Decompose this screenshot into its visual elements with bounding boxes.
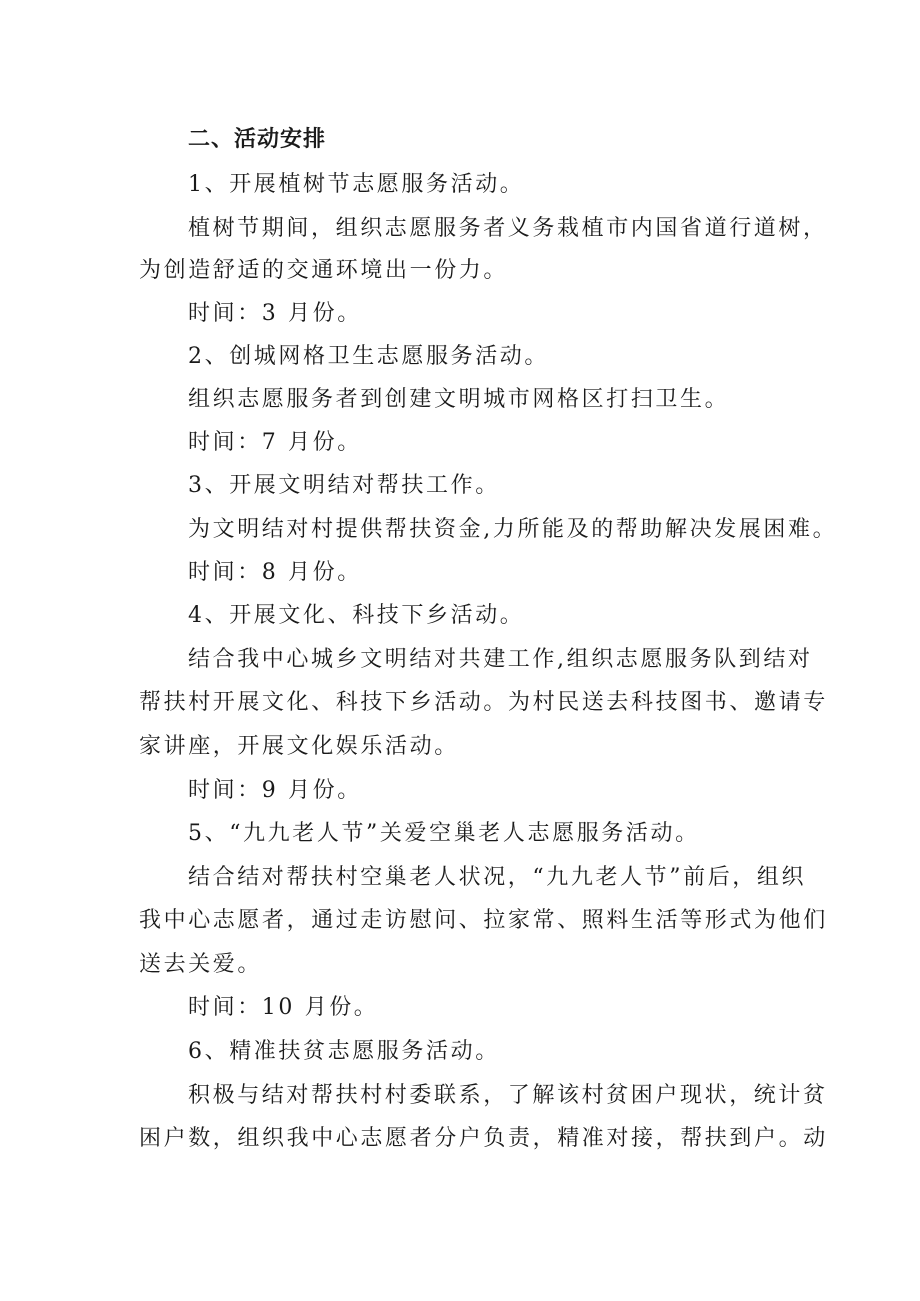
time-line: 时间：7 月份。 [188, 430, 362, 455]
paragraph-line: 组织志愿服务者到创建文明城市网格区打扫卫生。 [188, 387, 730, 412]
item-4-title: 4、开展文化、科技下乡活动。 [188, 603, 525, 628]
paragraph-line: 困户数，组织我中心志愿者分户负责，精准对接，帮扶到户。动 [139, 1126, 828, 1151]
paragraph-line: 结合结对帮扶村空巢老人状况，“九九老人节”前后，组织 [188, 865, 807, 890]
item-5-title: 5、“九九老人节”关爱空巢老人志愿服务活动。 [188, 821, 700, 846]
time-line: 时间：8 月份。 [188, 560, 362, 585]
section-heading: 二、活动安排 [188, 127, 327, 152]
time-line: 时间：9 月份。 [188, 778, 362, 803]
paragraph-line: 送去关爱。 [139, 952, 263, 977]
paragraph-line: 家讲座，开展文化娱乐活动。 [139, 734, 459, 759]
paragraph-line: 积极与结对帮扶村村委联系，了解该村贫困户现状，统计贫 [188, 1083, 828, 1108]
paragraph-line: 帮扶村开展文化、科技下乡活动。为村民送去科技图书、邀请专 [139, 690, 828, 715]
paragraph-line: 我中心志愿者，通过走访慰问、拉家常、照料生活等形式为他们 [139, 908, 828, 933]
item-3-title: 3、开展文明结对帮扶工作。 [188, 473, 500, 498]
item-6-title: 6、精准扶贫志愿服务活动。 [188, 1039, 500, 1064]
paragraph-line: 结合我中心城乡文明结对共建工作,组织志愿服务队到结对 [188, 647, 813, 672]
item-2-title: 2、创城网格卫生志愿服务活动。 [188, 344, 549, 369]
paragraph-line: 为创造舒适的交通环境出一份力。 [139, 258, 509, 283]
item-1-title: 1、开展植树节志愿服务活动。 [188, 172, 525, 197]
time-line: 时间：10 月份。 [188, 995, 379, 1020]
time-line: 时间：3 月份。 [188, 301, 362, 326]
paragraph-line: 植树节期间，组织志愿服务者义务栽植市内国省道行道树， [188, 216, 828, 241]
paragraph-line: 为文明结对村提供帮扶资金,力所能及的帮助解决发展困难。 [188, 517, 838, 542]
